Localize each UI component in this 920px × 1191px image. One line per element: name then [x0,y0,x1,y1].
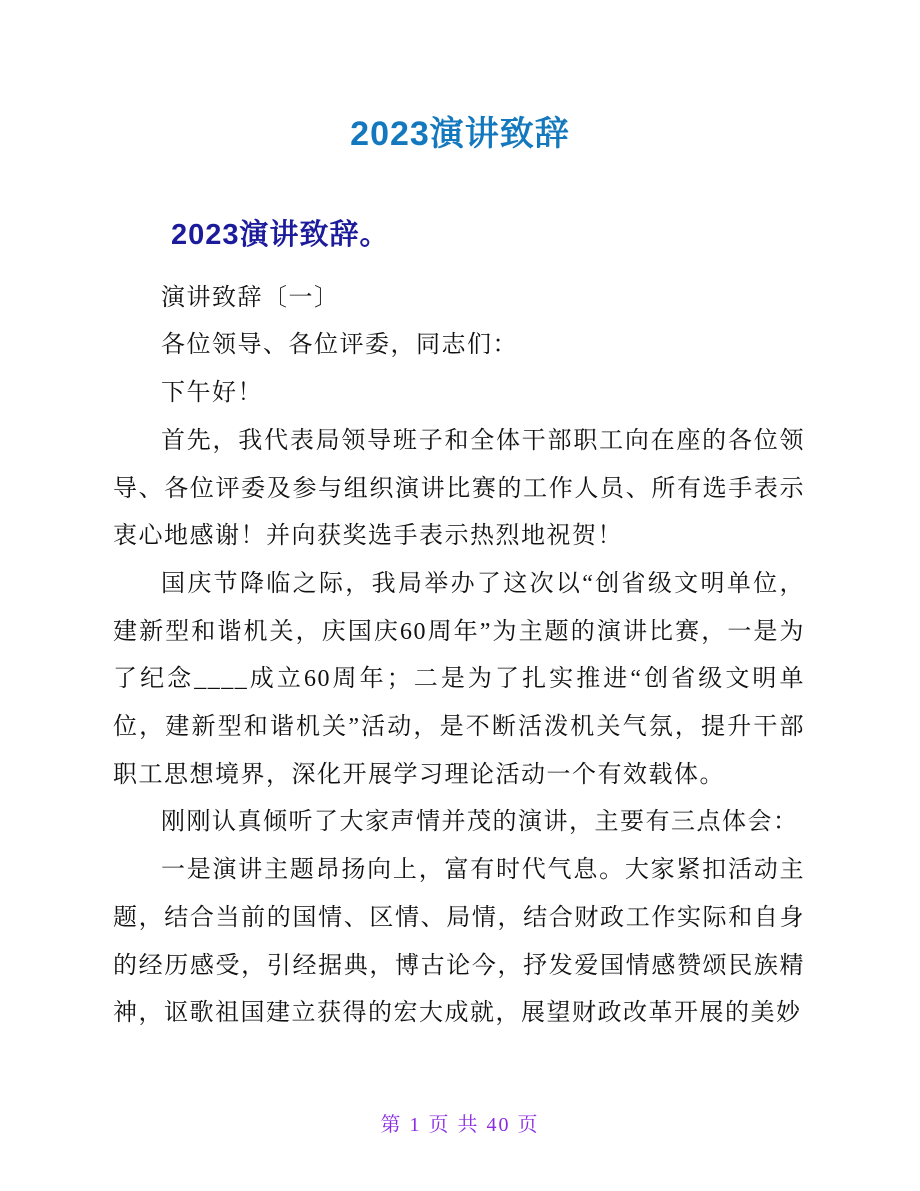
paragraph-salutation: 各位领导、各位评委，同志们： [161,332,518,359]
document-body [113,275,805,1038]
document-title: 2023演讲致辞 [350,115,570,153]
paragraph-greeting: 下午好！ [161,380,263,407]
page-number-label: 第 1 页 共 40 页 [380,1114,540,1136]
paragraph-thanks: 首先，我代表局领导班子和全体干部职工向在座的各位领导、各位评委及参与组织演讲比赛的工作人员、所有选手表示衷心地感谢！并向获奖选手表示热烈地祝贺！ [113,427,805,550]
paragraph-point-one: 一是演讲主题昂扬向上，富有时代气息。大家紧扣活动主题，结合当前的国情、区情、局情，结合财政工作实际和自身的经历感受，引经据典，博古论今，抒发爱国情感赞颂民族精神，讴歌祖国建立获得的宏大成就，展望财政改革开展的美妙 [113,857,805,1027]
document-subtitle: 2023演讲致辞。 [171,219,390,252]
page-footer [0,1108,920,1137]
paragraph-three-points-intro: 刚刚认真倾听了大家声情并茂的演讲，主要有三点体会： [161,809,799,836]
paragraph-section-heading: 演讲致辞〔一〕 [161,284,340,311]
paragraph-event-purpose: 国庆节降临之际，我局举办了这次以“创省级文明单位，建新型和谐机关，庆国庆60周年”为主题的演讲比赛，一是为了纪念____成立60周年；二是为了扎实推进“创省级文明单位，建新型和谐机关”活动，是不断活泼机关气氛，提升干部职工思想境界，深化开展学习理论活动一个有效载体。 [113,570,805,788]
